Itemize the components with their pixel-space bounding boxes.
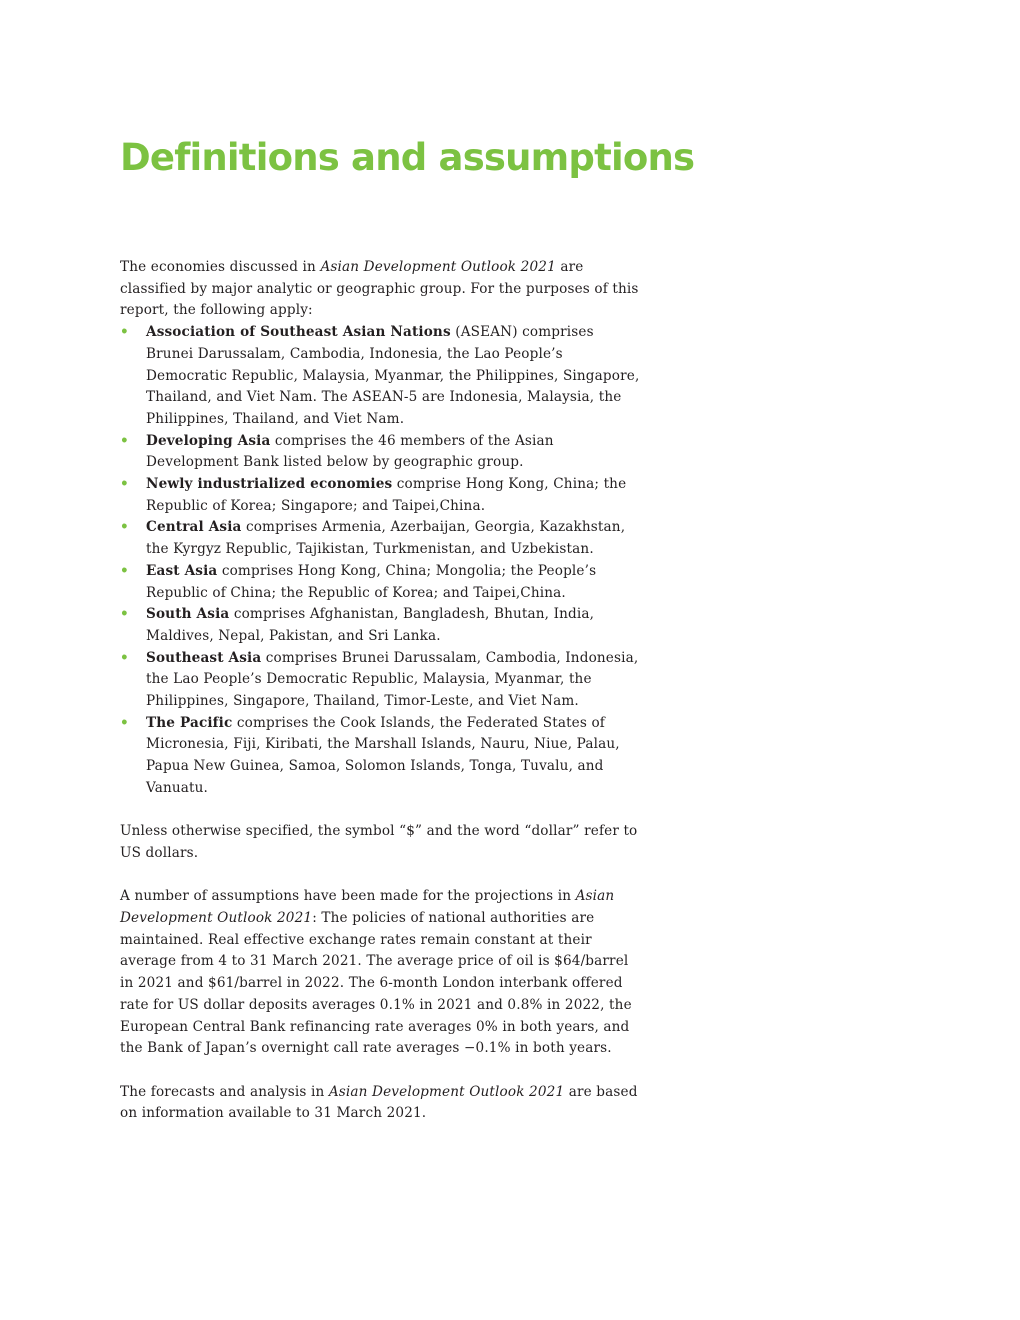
publication-title: Asian Development Outlook 2021 (120, 888, 615, 927)
bullet-icon: • (120, 562, 129, 579)
list-item (120, 517, 642, 560)
bullet-icon: • (120, 432, 129, 449)
list-item (120, 604, 642, 647)
publication-title: Asian Development Outlook 2021 (320, 259, 556, 275)
page-title: Definitions and assumptions (120, 136, 695, 179)
dollar-note: Unless otherwise specified, the symbol “$” and the word “dollar” refer to US dollars. (120, 823, 638, 861)
bullet-icon: • (120, 714, 129, 731)
group-description: comprises Armenia, Azerbaijan, Georgia, Kazakhstan, the Kyrgyz Republic, Tajikistan, Turkmenistan, and Uzbekistan. (146, 519, 626, 558)
group-term: Developing Asia (146, 432, 271, 449)
group-description: comprises Brunei Darussalam, Cambodia, Indonesia, the Lao People’s Democratic Republic, Malaysia, Myanmar, the Philippines, Singapore, Thailand, Timor-Leste, and Viet Nam. (146, 649, 639, 710)
group-description: comprise Hong Kong, China; the Republic of Korea; Singapore; and Taipei,China. (146, 476, 627, 514)
list-item (120, 713, 642, 800)
intro-paragraph (120, 257, 642, 322)
list-item (120, 431, 642, 474)
bullet-icon: • (120, 606, 129, 623)
document-body (120, 257, 642, 1125)
forecasts-text: The forecasts and analysis in (120, 1083, 329, 1100)
bullet-icon: • (120, 324, 129, 341)
group-definitions-list (120, 322, 642, 799)
assumptions-text: : The policies of national authorities are maintained. Real effective exchange rates remain constant at their average from 4 to 31 March 2021. The average price of oil is $64/barrel in 2021 and $61/barrel in 2022. The 6-month London interbank offered rate for US dollar deposits averages 0.1% in 2021 and 0.8% in 2022, the European Central Bank refinancing rate averages 0% in both years, and the Bank of Japan’s overnight call rate averages −0.1% in both years. (120, 910, 632, 1057)
group-description: comprises Afghanistan, Bangladesh, Bhutan, India, Maldives, Nepal, Pakistan, and Sri Lanka. (146, 606, 595, 644)
assumptions-paragraph (120, 886, 642, 1060)
group-description: comprises the 46 members of the Asian Development Bank listed below by geographic group. (146, 432, 554, 471)
publication-title: Asian Development Outlook 2021 (328, 1083, 565, 1100)
forecasts-paragraph (120, 1082, 642, 1125)
group-term: Southeast Asia (146, 649, 262, 666)
group-description: comprises Hong Kong, China; Mongolia; the People’s Republic of China; the Republic of Korea; and Taipei,China. (146, 562, 597, 601)
group-term: Central Asia (146, 519, 242, 536)
group-term: The Pacific (146, 714, 233, 731)
bullet-icon: • (120, 476, 129, 493)
intro-text: The economies discussed in (120, 259, 321, 275)
bullet-icon: • (120, 519, 129, 536)
list-item (120, 474, 642, 517)
list-item (120, 322, 642, 431)
list-item (120, 648, 642, 713)
intro-text: are classified by major analytic or geographic group. For the purposes of this report, the following apply: (120, 259, 639, 319)
group-term: Association of Southeast Asian Nations (146, 324, 451, 341)
group-description: (ASEAN) comprises Brunei Darussalam, Cambodia, Indonesia, the Lao People’s Democratic Republic, Malaysia, Myanmar, the Philippines, Singapore, Thailand, and Viet Nam. The ASEAN-5 are Indonesia, Malaysia, the Philippines, Thailand, and Viet Nam. (146, 324, 640, 427)
group-term: South Asia (146, 606, 230, 623)
group-term: East Asia (146, 562, 218, 579)
assumptions-text: A number of assumptions have been made for the projections in (120, 888, 576, 905)
list-item (120, 561, 642, 604)
group-description: comprises the Cook Islands, the Federated States of Micronesia, Fiji, Kiribati, the Marshall Islands, Nauru, Niue, Palau, Papua New Guinea, Samoa, Solomon Islands, Tonga, Tuvalu, and Vanuatu. (146, 714, 620, 796)
group-term: Newly industrialized economies (146, 476, 393, 493)
forecasts-text: are based on information available to 31 March 2021. (120, 1083, 638, 1122)
bullet-icon: • (120, 649, 129, 666)
